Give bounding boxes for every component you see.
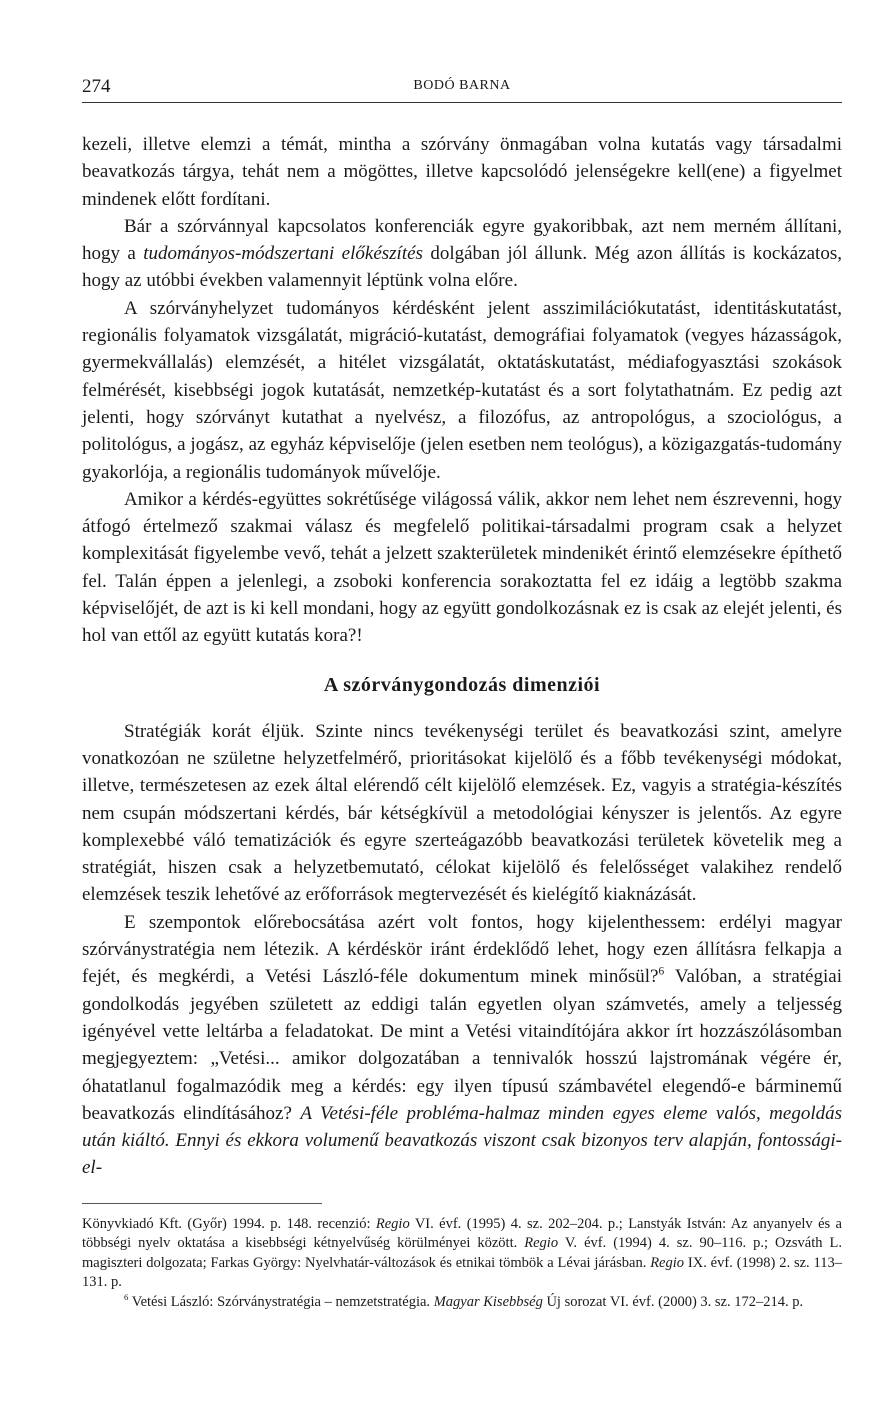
paragraph-6-emphasis: A Vetési-féle probléma-halmaz minden egyes eleme valós, megoldás után kiáltó. Ennyi és ekkora volumenű beavatkozás viszont csak bizonyos terv alapján, fontossági-el- — [82, 1102, 842, 1179]
footnote-journal: Regio — [650, 1254, 685, 1271]
paragraph-2-text-a: Bár a szórvánnyal kapcsolatos konferenciák egyre gyakoribbak, azt nem merném állítani, hogy a — [82, 215, 842, 265]
footnote-journal: Regio — [375, 1216, 410, 1232]
paragraph-6-text-b: Valóban, a stratégiai gondolkodás jegyében született az eddigi talán egyetlen olyan számvetés, amely a teljesség igényével vette leltárba a feladatokat. De mint a Vetési vitaindítójára akkor írt hozzászólásomban megjegyeztem: „Vetési... amikor dolgozatában a tennivalók hosszú lajstromának végére ér, óhatatlanul fogalmazódik meg a kérdés: egy ilyen típusú számbavétel elegendő-e bárminemű beavatkozás elindításához? — [82, 966, 842, 1124]
paragraph-2-emphasis: tudományos-módszertani előkészítés — [143, 243, 423, 265]
body-text — [82, 131, 842, 1182]
footnotes — [82, 1215, 842, 1312]
footnote-6-text-b: Új sorozat VI. évf. (2000) 3. sz. 172–214. p. — [542, 1293, 804, 1310]
footnote-divider — [82, 1203, 322, 1204]
footnote-continued — [82, 1215, 842, 1293]
footnote-6-journal: Magyar Kisebbség — [433, 1293, 543, 1310]
footnote-text-a: Könyvkiadó Kft. (Győr) 1994. p. 148. recenzió: — [82, 1216, 376, 1232]
section-title: A szórványgondozás dimenziói — [323, 673, 601, 696]
footnote-journal: Regio — [524, 1235, 559, 1252]
page-number: 274 — [82, 76, 111, 97]
footnote-text-b: VI. évf. (1995) 4. sz. 202–204. p.; Lanstyák István: Az anyanyelv és a többségi nyelv oktatása a kisebbségi kétnyelvűség körülményei között. — [82, 1216, 842, 1252]
running-head: BODÓ BARNA — [413, 78, 511, 93]
footnote-ref-6: 6 — [658, 965, 665, 978]
paragraph-3: A szórványhelyzet tudományos kérdésként jelent asszimilációkutatást, identitáskutatást, regionális folyamatok vizsgálatát, migráció-kutatást, demográfiai folyamatok (vegyes házasságok, gyermekvállalás) elemzését, a hitélet vizsgálatát, oktatáskutatást, médiafogyasztási szokások felmérését, kisebbségi jogok kutatását, nemzetkép-kutatást és a sort folytathatnám. Ez pedig azt jelenti, hogy szórványt kutathat a nyelvész, a filozófus, az antropológus, a szociológus, a politológus, a jogász, az egyház képviselője (jelen esetben nem teológus), a közigazgatás-tudomány gyakorlója, a regionális tudományok művelője. — [82, 297, 842, 483]
paragraph-5: Stratégiák korát éljük. Szinte nincs tevékenységi terület és beavatkozási szint, amelyre vonatkozóan ne születne helyzetfelmérő, prioritásokat kijelölő és a főbb tevékenységi módokat, illetve, természetesen az ezek által elérendő célt kijelölő elemzések. Ez, vagyis a stratégia-készítés nem csupán módszertani kérdés, bár kétségkívül a metodológiai kényszer is jelentős. Az egyre komplexebbé váló tematizációk és egyre szerteágazóbb beavatkozási területek követelik meg a stratégiát, hiszen csak a helyzetbemutató, célokat kijelölő és felelősséget valakihez rendelő elemzések teszik lehetővé az erőforrások megtervezését és kielégítő kiaknázását. — [82, 720, 842, 906]
paragraph-4: Amikor a kérdés-együttes sokrétűsége világossá válik, akkor nem lehet nem észrevenni, hogy átfogó értelmező szakmai válasz és megfelelő politikai-társadalmi program csak a helyzet komplexitását figyelembe vevő, tehát a jelzett szakterületek mindenikét érintő elemzésekre építhető fel. Talán éppen a jelenlegi, a zsoboki konferencia sorakoztatta fel ez idáig a legtöbb szakma képviselőjét, de azt is ki kell mondani, hogy az együtt gondolkozásnak ez is csak az elejét jelenti, és hol van ettől az együtt kutatás kora?! — [82, 488, 842, 647]
paragraph-1: kezeli, illetve elemzi a témát, mintha a szórvány önmagában volna kutatás vagy társadalmi beavatkozás tárgya, tehát nem a mögöttes, illetve kapcsolódó jelenségekre kell(ene) a figyelmet mindenek előtt fordítani. — [82, 134, 842, 210]
footnote-6 — [82, 1293, 842, 1312]
paragraph-6 — [82, 909, 842, 1182]
footnote-text-c: V. évf. (1994) 4. sz. 90–116. p.; Ozsváth L. magiszteri dolgozata; Farkas György: Nyelvhatár-változások és etnikai tömbök a Lévai járásban. — [82, 1235, 842, 1271]
page-header — [82, 76, 842, 103]
footnote-6-text-a: Vetési László: Szórványstratégia – nemzetstratégia. — [128, 1293, 434, 1310]
footnote-6-marker: 6 — [124, 1291, 129, 1302]
footnote-text-d: IX. évf. (1998) 2. sz. 113–131. p. — [82, 1254, 842, 1291]
paragraph-6-text-a: E szempontok előrebocsátása azért volt fontos, hogy kijelenthessem: erdélyi magyar szórványstratégia nem létezik. A kérdéskör iránt érdeklődő lehet, hogy ezen állításra felkapja a fejét, és megkérdi, a Vetési László-féle dokumentum minek minősül? — [82, 911, 842, 988]
paragraph-2-text-b: dolgában jól állunk. Még azon állítás is kockázatos, hogy az utóbbi években valamennyit léptünk volna előre. — [82, 243, 842, 292]
paragraph-2 — [82, 213, 842, 295]
